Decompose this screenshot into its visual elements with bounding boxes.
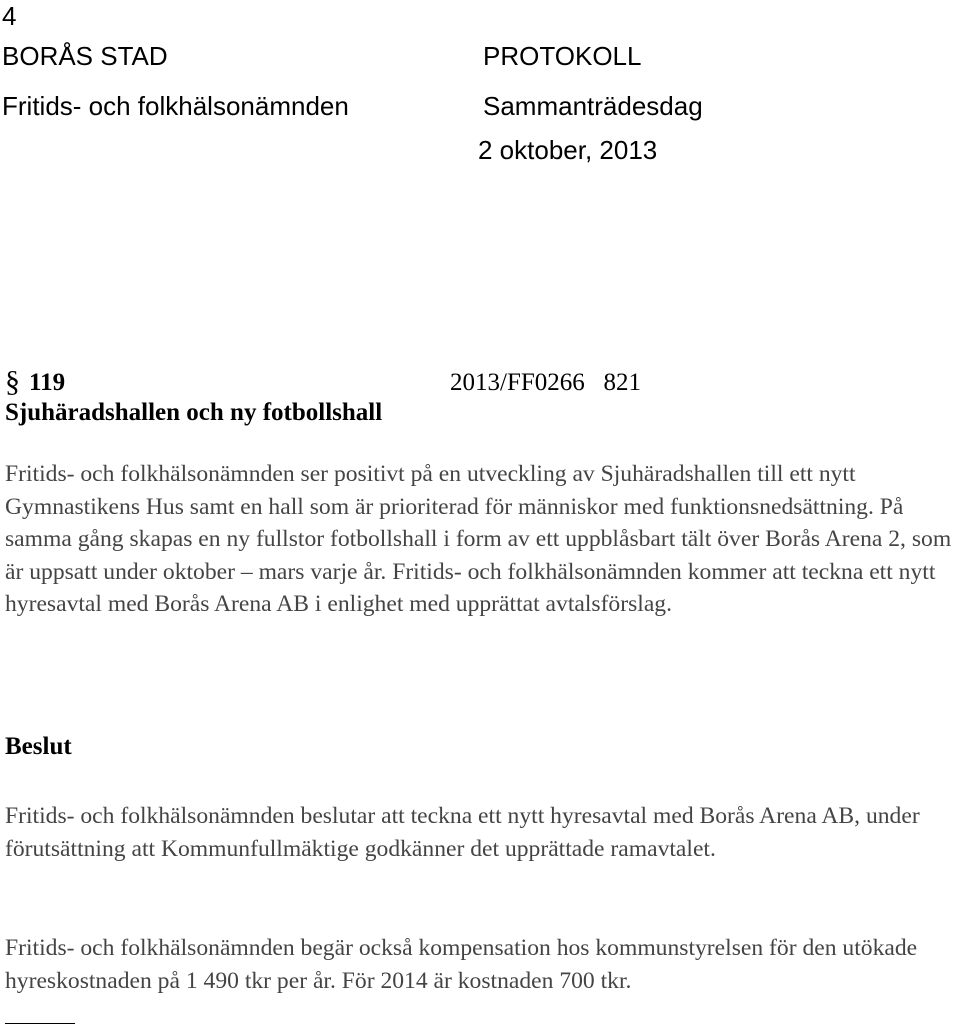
footer-divider — [5, 1023, 75, 1024]
item-number: 119 — [29, 369, 66, 396]
board-name: Fritids- och folkhälsonämnden — [2, 91, 349, 121]
body-paragraph-3: Fritids- och folkhälsonämnden begär också kompensation hos kommunstyrelsen för den utökade hyreskostnaden på 1 490 tkr per år. För 2014 är kostnaden 700 tkr. — [5, 935, 918, 994]
item-header — [5, 366, 665, 398]
body-paragraph-2: Fritids- och folkhälsonämnden beslutar att teckna ett nytt hyresavtal med Borås Arena AB, under förutsättning att Kommunfullmäktige godkänner det upprättade ramavtalet. — [5, 803, 920, 862]
organization-name: BORÅS STAD — [2, 41, 168, 71]
diarienummer: 2013/FF0266 821 — [450, 369, 642, 396]
page-number: 4 — [2, 1, 17, 31]
decision-heading: Beslut — [5, 733, 72, 760]
section-sign: § — [5, 365, 20, 398]
meeting-date: 2 oktober, 2013 — [478, 135, 658, 165]
body-paragraph-1: Fritids- och folkhälsonämnden ser positivt på en utveckling av Sjuhäradshallen till ett nytt Gymnastikens Hus samt en hall som är prioriterad för människor med funktionsnedsättning. På samma gång skapas en ny fullstor fotbollshall i form av ett uppblåsbart tält över Borås Arena 2, som är uppsatt under oktober – mars varje år. Fritids- och folkhälsonämnden kommer att teckna ett nytt hyresavtal med Borås Arena AB i enlighet med upprättat avtalsförslag. — [5, 461, 952, 617]
item-title: Sjuhäradshallen och ny fotbollshall — [5, 399, 383, 426]
document-type: PROTOKOLL — [483, 41, 642, 71]
meeting-label: Sammanträdesdag — [483, 91, 703, 121]
